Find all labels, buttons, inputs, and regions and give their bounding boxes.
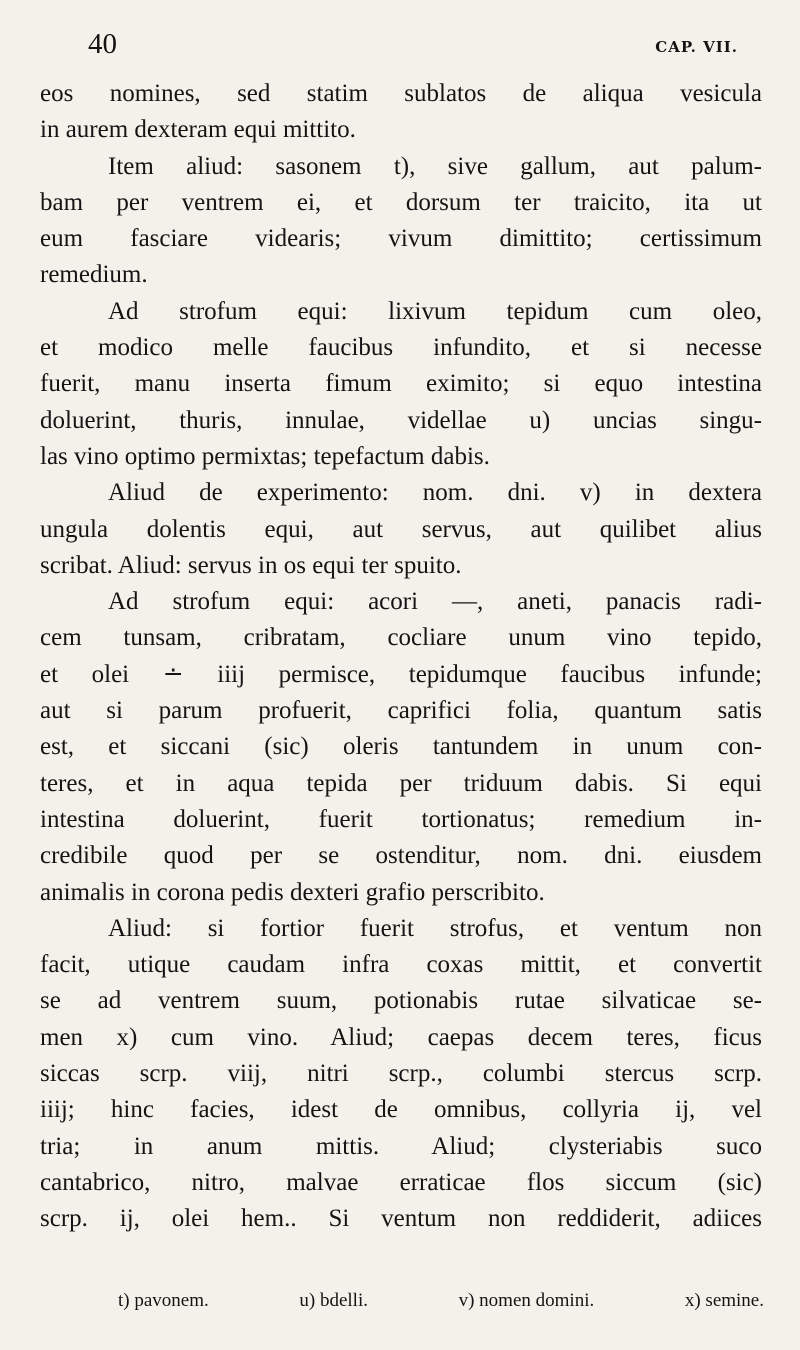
text-line: Ad strofum equi: lixivum tepidum cum oleo, — [108, 297, 762, 325]
text-line: scribat. Aliud: servus in os equi ter spuito. — [40, 551, 462, 579]
text-line: eos nomines, sed statim sublatos de aliqua vesicula — [40, 80, 762, 107]
text-line: doluerint, thuris, innulae, videllae u) uncias singu- — [40, 406, 762, 434]
footnote-x: x) semine. — [684, 1290, 764, 1311]
page-number: 40 — [88, 28, 117, 60]
text-line: Aliud de experimento: nom. dni. v) in dextera — [108, 479, 762, 507]
text-line: iiij; hinc facies, idest de omnibus, collyria ij, vel — [40, 1096, 762, 1124]
text-line: et olei ∸ iiij permisce, tepidumque faucibus infunde; — [40, 660, 762, 688]
footnote-u: u) bdelli. — [299, 1290, 368, 1311]
text-line: animalis in corona pedis dexteri grafio perscribito. — [40, 878, 545, 906]
footnotes — [118, 1286, 764, 1316]
text-line: cantabrico, nitro, malvae erraticae flos siccum (sic) — [40, 1168, 762, 1196]
chapter-heading: CAP. VII. — [655, 38, 738, 56]
text-line: remedium. — [40, 261, 148, 289]
text-line: et modico melle faucibus infundito, et si necesse — [40, 334, 762, 362]
text-line: aut si parum profuerit, caprifici folia, quantum satis — [40, 697, 762, 725]
text-line: intestina doluerint, fuerit tortionatus; remedium in- — [40, 805, 762, 833]
body-text — [40, 76, 762, 1238]
text-line: siccas scrp. viij, nitri scrp., columbi stercus scrp. — [40, 1060, 762, 1088]
footnote-v: v) nomen domini. — [458, 1290, 595, 1311]
text-line: men x) cum vino. Aliud; caepas decem teres, ficus — [40, 1023, 762, 1051]
page-header — [40, 28, 738, 68]
text-line: Ad strofum equi: acori —, aneti, panacis radi- — [108, 588, 762, 616]
text-line: teres, et in aqua tepida per triduum dabis. Si equi — [40, 769, 762, 797]
text-line: ungula dolentis equi, aut servus, aut quilibet alius — [40, 515, 762, 543]
text-line: se ad ventrem suum, potionabis rutae silvaticae se- — [40, 987, 762, 1015]
text-line: bam per ventrem ei, et dorsum ter traicito, ita ut — [40, 188, 762, 216]
text-line: credibile quod per se ostenditur, nom. dni. eiusdem — [40, 842, 762, 870]
text-line: est, et siccani (sic) oleris tantundem in unum con- — [40, 733, 762, 761]
text-line: tria; in anum mittis. Aliud; clysteriabis suco — [40, 1132, 762, 1160]
footnote-t: t) pavonem. — [118, 1290, 209, 1311]
text-line: scrp. ij, olei hem.. Si ventum non reddiderit, adiices — [40, 1205, 762, 1233]
text-line: las vino optimo permixtas; tepefactum dabis. — [40, 442, 490, 470]
text-line: facit, utique caudam infra coxas mittit, et convertit — [40, 951, 762, 979]
text-line: eum fasciare videaris; vivum dimittito; certissimum — [40, 225, 762, 253]
text-line: cem tunsam, cribratam, cocliare unum vino tepido, — [40, 624, 762, 652]
text-line: fuerit, manu inserta fimum eximito; si equo intestina — [40, 370, 762, 398]
text-line: Item aliud: sasonem t), sive gallum, aut palum- — [108, 152, 762, 180]
text-line: Aliud: si fortior fuerit strofus, et ventum non — [108, 914, 762, 942]
text-line: in aurem dexteram equi mittito. — [40, 116, 356, 144]
